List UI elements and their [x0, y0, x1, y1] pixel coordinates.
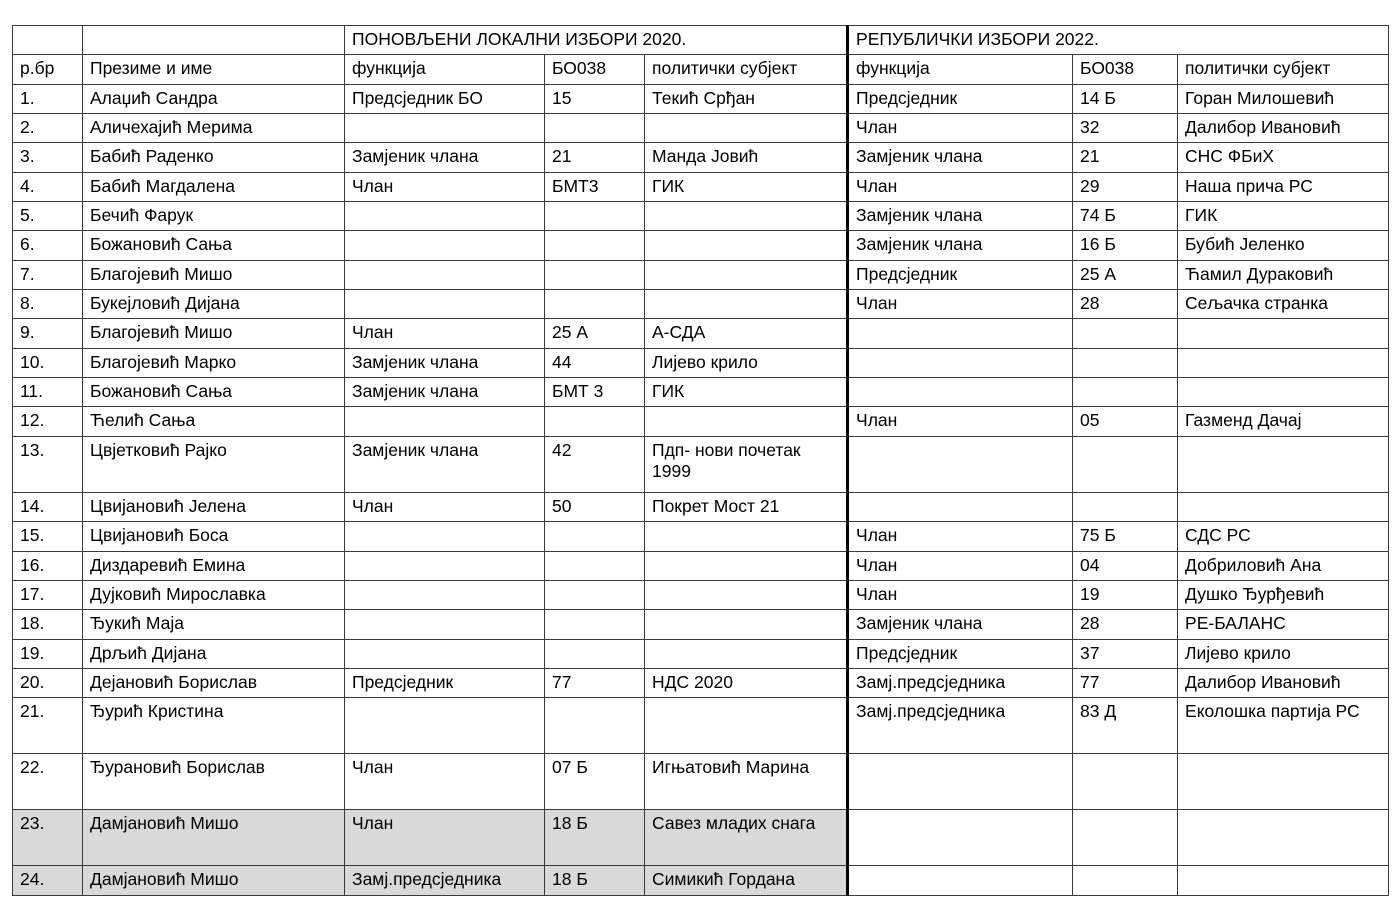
cell-function-2020: [345, 231, 545, 260]
cell-name: Дејановић Борислав: [83, 668, 345, 697]
cell-function-2022: Замјеник члана: [848, 202, 1073, 231]
cell-function-2020: [345, 202, 545, 231]
cell-function-2020: Замјеник члана: [345, 143, 545, 172]
cell-function-2020: Члан: [345, 319, 545, 348]
cell-rb: 23.: [13, 810, 83, 866]
cell-function-2020: [345, 698, 545, 754]
table-row: [13, 348, 1389, 377]
cell-bo-2022: 28: [1073, 610, 1178, 639]
table-row: [13, 202, 1389, 231]
column-header-function-2020: функција: [345, 55, 545, 84]
cell-name: Благојевић Мишо: [83, 319, 345, 348]
cell-subject-2022: Газменд Дачај: [1178, 407, 1389, 436]
group-title-republic-elections-2022: РЕПУБЛИЧКИ ИЗБОРИ 2022.: [848, 26, 1389, 55]
table-row: [13, 290, 1389, 319]
cell-function-2022: Предсједник: [848, 260, 1073, 289]
header-corner-blank-rb: [13, 26, 83, 55]
cell-subject-2020: Покрет Мост 21: [645, 492, 848, 521]
table-row: [13, 639, 1389, 668]
cell-bo-2020: 77: [545, 668, 645, 697]
cell-rb: 12.: [13, 407, 83, 436]
cell-name: Ђурић Кристина: [83, 698, 345, 754]
cell-subject-2022: Бубић Јеленко: [1178, 231, 1389, 260]
group-header-row: [13, 26, 1389, 55]
header-corner-blank-name: [83, 26, 345, 55]
cell-function-2022: [848, 436, 1073, 492]
cell-name: Цвјетковић Рајко: [83, 436, 345, 492]
cell-function-2022: Предсједник: [848, 639, 1073, 668]
cell-rb: 20.: [13, 668, 83, 697]
cell-function-2020: Замјеник члана: [345, 436, 545, 492]
cell-function-2020: [345, 114, 545, 143]
cell-name: Алаџић Сандра: [83, 84, 345, 113]
cell-function-2022: Замј.предсједника: [848, 698, 1073, 754]
cell-subject-2022: [1178, 436, 1389, 492]
cell-rb: 22.: [13, 754, 83, 810]
cell-bo-2020: БМТ 3: [545, 378, 645, 407]
cell-function-2020: [345, 407, 545, 436]
cell-bo-2020: [545, 231, 645, 260]
cell-name: Божановић Сања: [83, 231, 345, 260]
cell-function-2020: Предсједник: [345, 668, 545, 697]
cell-subject-2020: [645, 290, 848, 319]
cell-bo-2022: 75 Б: [1073, 522, 1178, 551]
cell-name: Божановић Сања: [83, 378, 345, 407]
cell-function-2020: Замј.предсједника: [345, 866, 545, 895]
cell-name: Дамјановић Мишо: [83, 810, 345, 866]
cell-function-2022: [848, 866, 1073, 895]
electoral-board-members-table: [12, 25, 1389, 896]
cell-rb: 9.: [13, 319, 83, 348]
cell-subject-2022: РЕ-БАЛАНС: [1178, 610, 1389, 639]
cell-function-2020: [345, 290, 545, 319]
cell-subject-2022: Далибор Ивановић: [1178, 668, 1389, 697]
cell-function-2020: Замјеник члана: [345, 378, 545, 407]
cell-function-2022: Члан: [848, 290, 1073, 319]
table-row: [13, 143, 1389, 172]
cell-name: Аличехајић Мерима: [83, 114, 345, 143]
cell-function-2022: Предсједник: [848, 84, 1073, 113]
cell-function-2022: Замјеник члана: [848, 610, 1073, 639]
column-header-row: [13, 55, 1389, 84]
cell-subject-2020: А-СДА: [645, 319, 848, 348]
cell-name: Ђурановић Борислав: [83, 754, 345, 810]
cell-function-2022: [848, 319, 1073, 348]
cell-rb: 5.: [13, 202, 83, 231]
cell-name: Бабић Раденко: [83, 143, 345, 172]
cell-bo-2020: [545, 580, 645, 609]
cell-function-2022: [848, 810, 1073, 866]
cell-function-2020: [345, 639, 545, 668]
cell-subject-2022: [1178, 492, 1389, 521]
cell-bo-2020: 44: [545, 348, 645, 377]
cell-subject-2022: Еколошка партија РС: [1178, 698, 1389, 754]
cell-function-2020: [345, 260, 545, 289]
column-header-bo-2020: БО038: [545, 55, 645, 84]
cell-bo-2020: 21: [545, 143, 645, 172]
table-row: [13, 436, 1389, 492]
cell-rb: 14.: [13, 492, 83, 521]
table-row: [13, 407, 1389, 436]
cell-subject-2020: Савез младих снага: [645, 810, 848, 866]
cell-function-2022: Члан: [848, 407, 1073, 436]
cell-subject-2020: [645, 202, 848, 231]
cell-bo-2020: 42: [545, 436, 645, 492]
cell-bo-2020: 07 Б: [545, 754, 645, 810]
cell-bo-2020: [545, 522, 645, 551]
cell-bo-2020: 18 Б: [545, 810, 645, 866]
cell-function-2022: Замјеник члана: [848, 143, 1073, 172]
table-row: [13, 172, 1389, 201]
cell-function-2020: Замјеник члана: [345, 348, 545, 377]
cell-bo-2022: [1073, 319, 1178, 348]
cell-bo-2022: 74 Б: [1073, 202, 1178, 231]
cell-rb: 4.: [13, 172, 83, 201]
cell-subject-2020: [645, 114, 848, 143]
cell-rb: 19.: [13, 639, 83, 668]
cell-bo-2022: 29: [1073, 172, 1178, 201]
cell-bo-2020: БМТ3: [545, 172, 645, 201]
cell-bo-2020: [545, 551, 645, 580]
cell-rb: 10.: [13, 348, 83, 377]
cell-name: Бабић Магдалена: [83, 172, 345, 201]
cell-subject-2022: Далибор Ивановић: [1178, 114, 1389, 143]
cell-bo-2022: 77: [1073, 668, 1178, 697]
cell-bo-2020: [545, 639, 645, 668]
column-header-subject-2020: политички субјект: [645, 55, 848, 84]
cell-rb: 3.: [13, 143, 83, 172]
cell-name: Цвијановић Боса: [83, 522, 345, 551]
cell-bo-2020: [545, 290, 645, 319]
cell-bo-2022: 37: [1073, 639, 1178, 668]
cell-subject-2022: ГИК: [1178, 202, 1389, 231]
cell-subject-2022: СНС ФБиХ: [1178, 143, 1389, 172]
cell-bo-2022: 21: [1073, 143, 1178, 172]
cell-function-2020: Члан: [345, 172, 545, 201]
cell-function-2022: [848, 754, 1073, 810]
cell-name: Ћелић Сања: [83, 407, 345, 436]
cell-rb: 18.: [13, 610, 83, 639]
cell-subject-2020: [645, 580, 848, 609]
cell-function-2020: [345, 610, 545, 639]
cell-subject-2022: СДС РС: [1178, 522, 1389, 551]
table-row: [13, 866, 1389, 895]
table-row: [13, 260, 1389, 289]
cell-bo-2022: 05: [1073, 407, 1178, 436]
cell-bo-2022: 04: [1073, 551, 1178, 580]
cell-rb: 8.: [13, 290, 83, 319]
column-header-rb: р.бр: [13, 55, 83, 84]
cell-name: Букејловић Дијана: [83, 290, 345, 319]
cell-function-2022: Замјеник члана: [848, 231, 1073, 260]
cell-subject-2022: Лијево крило: [1178, 639, 1389, 668]
cell-rb: 6.: [13, 231, 83, 260]
cell-subject-2022: [1178, 810, 1389, 866]
table-row: [13, 698, 1389, 754]
cell-function-2020: [345, 580, 545, 609]
cell-function-2022: Члан: [848, 580, 1073, 609]
table-row: [13, 522, 1389, 551]
cell-bo-2022: [1073, 866, 1178, 895]
cell-rb: 15.: [13, 522, 83, 551]
cell-name: Благојевић Марко: [83, 348, 345, 377]
cell-bo-2022: 14 Б: [1073, 84, 1178, 113]
cell-subject-2020: [645, 231, 848, 260]
cell-bo-2022: 28: [1073, 290, 1178, 319]
table-row: [13, 378, 1389, 407]
cell-bo-2020: [545, 114, 645, 143]
cell-rb: 16.: [13, 551, 83, 580]
cell-rb: 1.: [13, 84, 83, 113]
cell-subject-2022: Горан Милошевић: [1178, 84, 1389, 113]
cell-bo-2022: 19: [1073, 580, 1178, 609]
table-row: [13, 754, 1389, 810]
cell-subject-2020: Игњатовић Марина: [645, 754, 848, 810]
cell-bo-2022: 83 Д: [1073, 698, 1178, 754]
cell-rb: 2.: [13, 114, 83, 143]
cell-name: Дамјановић Мишо: [83, 866, 345, 895]
table-row: [13, 668, 1389, 697]
cell-rb: 7.: [13, 260, 83, 289]
group-title-local-elections-2020: ПОНОВЉЕНИ ЛОКАЛНИ ИЗБОРИ 2020.: [345, 26, 848, 55]
cell-bo-2020: [545, 698, 645, 754]
cell-subject-2020: Лијево крило: [645, 348, 848, 377]
cell-subject-2022: Наша прича РС: [1178, 172, 1389, 201]
cell-subject-2020: ГИК: [645, 172, 848, 201]
cell-rb: 13.: [13, 436, 83, 492]
cell-subject-2020: [645, 522, 848, 551]
cell-bo-2022: 25 А: [1073, 260, 1178, 289]
cell-bo-2020: 15: [545, 84, 645, 113]
cell-bo-2022: [1073, 810, 1178, 866]
column-header-subject-2022: политички субјект: [1178, 55, 1389, 84]
cell-function-2020: Члан: [345, 754, 545, 810]
cell-function-2022: Члан: [848, 172, 1073, 201]
cell-function-2022: [848, 348, 1073, 377]
column-header-name: Презиме и име: [83, 55, 345, 84]
cell-bo-2022: [1073, 492, 1178, 521]
cell-rb: 11.: [13, 378, 83, 407]
cell-subject-2022: Добриловић Ана: [1178, 551, 1389, 580]
cell-function-2020: Члан: [345, 810, 545, 866]
cell-bo-2020: [545, 202, 645, 231]
cell-subject-2020: Пдп- нови почетак 1999: [645, 436, 848, 492]
table-row: [13, 551, 1389, 580]
cell-rb: 17.: [13, 580, 83, 609]
cell-function-2022: Члан: [848, 551, 1073, 580]
cell-bo-2020: 25 А: [545, 319, 645, 348]
cell-name: Ђукић Маја: [83, 610, 345, 639]
table-row: [13, 114, 1389, 143]
cell-rb: 24.: [13, 866, 83, 895]
cell-subject-2022: [1178, 866, 1389, 895]
cell-subject-2020: Симикић Гордана: [645, 866, 848, 895]
cell-name: Бечић Фарук: [83, 202, 345, 231]
cell-subject-2022: [1178, 348, 1389, 377]
cell-bo-2020: 50: [545, 492, 645, 521]
cell-subject-2020: Текић Срђан: [645, 84, 848, 113]
cell-subject-2022: Ћамил Дураковић: [1178, 260, 1389, 289]
cell-subject-2022: Душко Ђурђевић: [1178, 580, 1389, 609]
table-row: [13, 231, 1389, 260]
cell-function-2022: Члан: [848, 114, 1073, 143]
cell-name: Дујковић Мирославка: [83, 580, 345, 609]
cell-function-2022: Замј.предсједника: [848, 668, 1073, 697]
cell-function-2020: Предсједник БО: [345, 84, 545, 113]
table-row: [13, 810, 1389, 866]
cell-bo-2022: [1073, 436, 1178, 492]
cell-subject-2020: [645, 260, 848, 289]
cell-subject-2020: Манда Јовић: [645, 143, 848, 172]
cell-bo-2022: 32: [1073, 114, 1178, 143]
cell-subject-2020: [645, 698, 848, 754]
table-row: [13, 492, 1389, 521]
cell-subject-2020: НДС 2020: [645, 668, 848, 697]
table-row: [13, 319, 1389, 348]
table-head: [13, 26, 1389, 85]
cell-bo-2022: [1073, 378, 1178, 407]
cell-function-2022: [848, 378, 1073, 407]
cell-name: Благојевић Мишо: [83, 260, 345, 289]
cell-name: Дрљић Дијана: [83, 639, 345, 668]
table-body: [13, 84, 1389, 895]
cell-name: Диздаревић Емина: [83, 551, 345, 580]
cell-function-2020: [345, 522, 545, 551]
cell-function-2020: [345, 551, 545, 580]
cell-subject-2020: [645, 610, 848, 639]
cell-subject-2020: ГИК: [645, 378, 848, 407]
cell-bo-2020: 18 Б: [545, 866, 645, 895]
cell-function-2020: Члан: [345, 492, 545, 521]
cell-bo-2022: [1073, 348, 1178, 377]
cell-subject-2020: [645, 639, 848, 668]
cell-bo-2020: [545, 610, 645, 639]
cell-subject-2022: [1178, 754, 1389, 810]
table-row: [13, 84, 1389, 113]
cell-name: Цвијановић Јелена: [83, 492, 345, 521]
cell-bo-2020: [545, 407, 645, 436]
cell-subject-2022: [1178, 319, 1389, 348]
table-row: [13, 580, 1389, 609]
cell-bo-2022: [1073, 754, 1178, 810]
cell-rb: 21.: [13, 698, 83, 754]
table-row: [13, 610, 1389, 639]
cell-subject-2022: [1178, 378, 1389, 407]
cell-function-2022: Члан: [848, 522, 1073, 551]
column-header-function-2022: функција: [848, 55, 1073, 84]
cell-subject-2020: [645, 407, 848, 436]
cell-subject-2022: Сељачка странка: [1178, 290, 1389, 319]
cell-bo-2022: 16 Б: [1073, 231, 1178, 260]
cell-bo-2020: [545, 260, 645, 289]
cell-function-2022: [848, 492, 1073, 521]
cell-subject-2020: [645, 551, 848, 580]
column-header-bo-2022: БО038: [1073, 55, 1178, 84]
